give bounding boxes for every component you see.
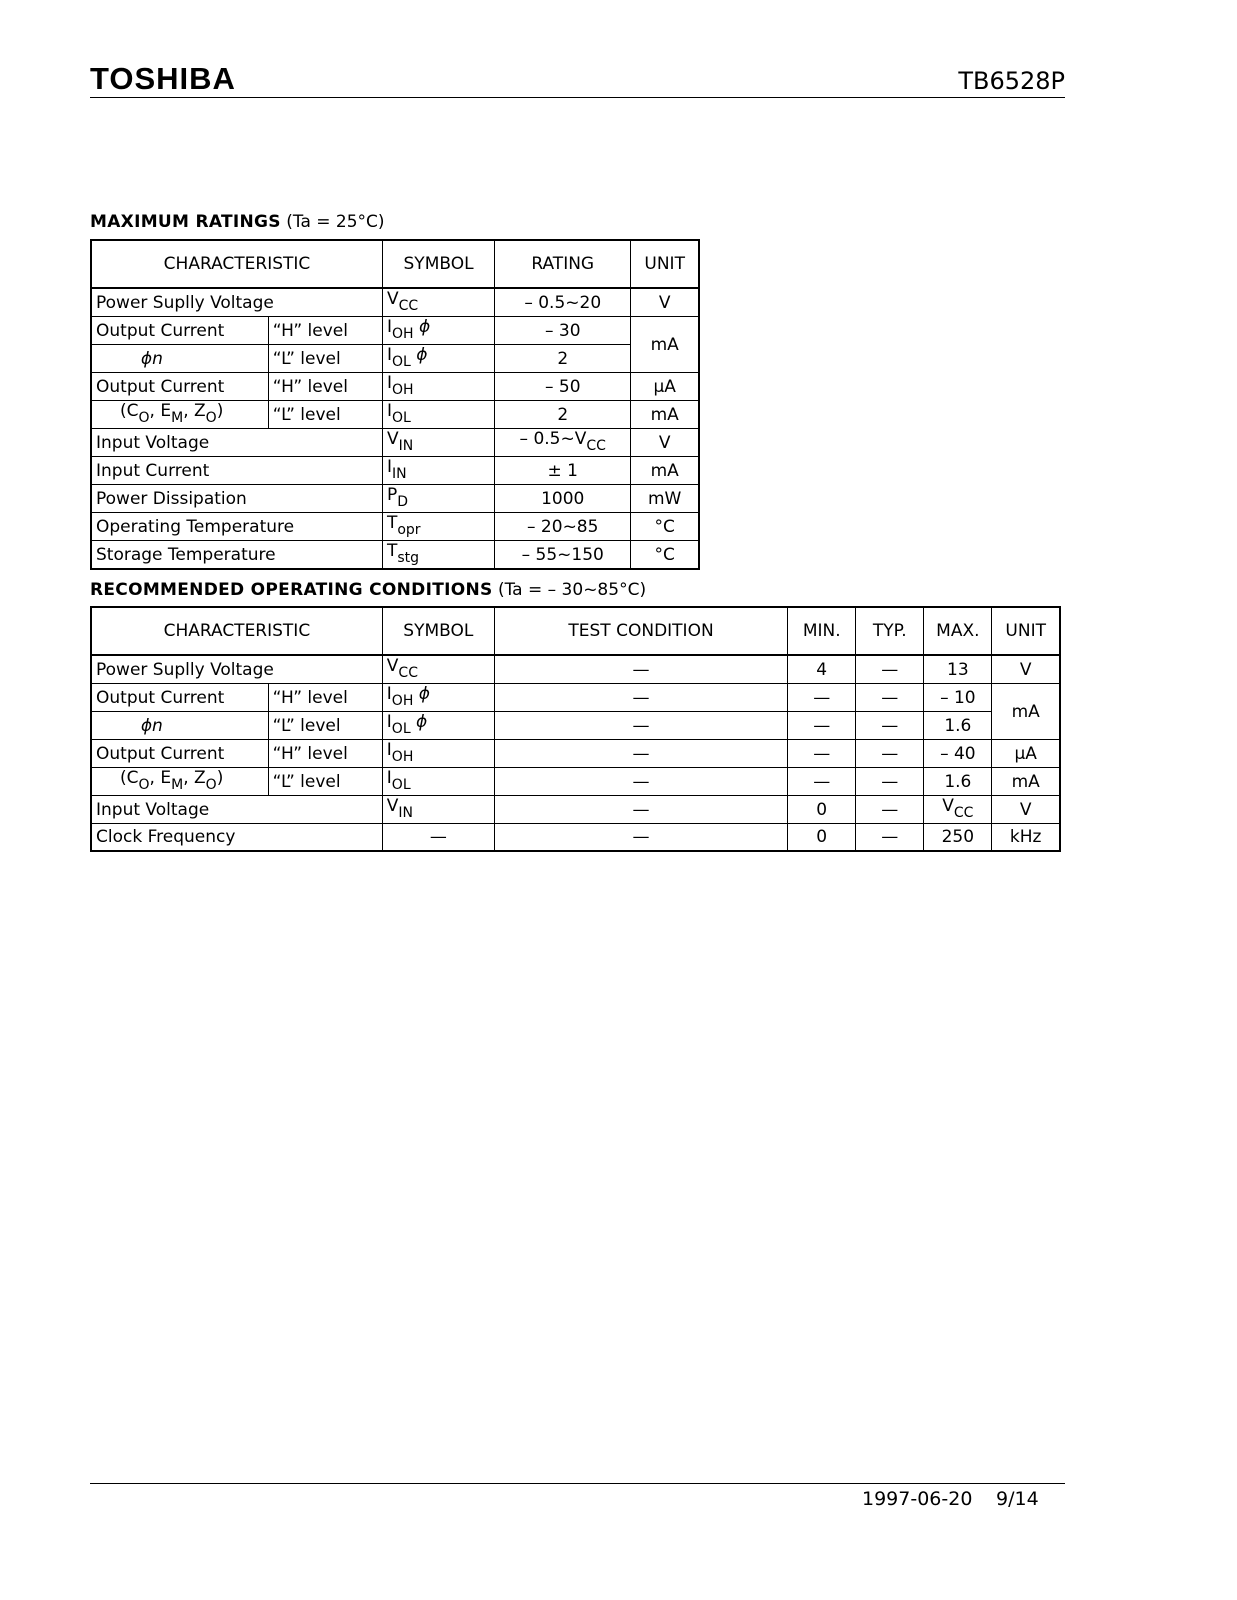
- symbol-cell: $V_{IN}$: [382, 429, 494, 457]
- min-cell: 0: [788, 796, 856, 824]
- col-rating: RATING: [495, 240, 631, 288]
- symbol-cell: $I_{OH}$ ϕ: [382, 684, 494, 712]
- col-test-condition: TEST CONDITION: [494, 607, 787, 655]
- typ-cell: —: [856, 684, 924, 712]
- max-cell: 1.6: [924, 712, 992, 740]
- col-symbol: SYMBOL: [382, 240, 494, 288]
- symbol-cell: $I_{OL}$: [382, 768, 494, 796]
- table-row: [91, 513, 699, 541]
- rating-cell: – 30: [495, 317, 631, 345]
- characteristic-cell: Storage Temperature: [91, 541, 382, 570]
- max-cell: 1.6: [924, 768, 992, 796]
- rating-cell: – 50: [495, 373, 631, 401]
- unit-cell: V: [992, 655, 1060, 684]
- unit-cell: mW: [631, 485, 699, 513]
- rating-cell: 1000: [495, 485, 631, 513]
- symbol-cell: $I_{OH}$ ϕ: [382, 317, 494, 345]
- unit-cell: kHz: [992, 824, 1060, 852]
- symbol-cell: $T_{stg}$: [382, 541, 494, 570]
- unit-cell: °C: [631, 541, 699, 570]
- characteristic-cell: ($C_O$, $E_M$, $Z_O$): [91, 401, 268, 429]
- table-row: [91, 457, 699, 485]
- table-header-row: [91, 240, 699, 288]
- unit-cell: mA: [631, 317, 699, 373]
- test-condition-cell: —: [494, 684, 787, 712]
- max-ratings-heading: MAXIMUM RATINGS: [90, 212, 281, 232]
- unit-cell: V: [992, 796, 1060, 824]
- typ-cell: —: [856, 740, 924, 768]
- unit-cell: V: [631, 288, 699, 317]
- symbol-cell: $I_{OL}$: [382, 401, 494, 429]
- unit-cell: mA: [992, 768, 1060, 796]
- footer-page-number: 9/14: [996, 1488, 1039, 1510]
- characteristic-cell: Clock Frequency: [91, 824, 382, 852]
- level-cell: “L” level: [268, 768, 382, 796]
- col-unit: UNIT: [631, 240, 699, 288]
- test-condition-cell: —: [494, 740, 787, 768]
- unit-cell: μA: [992, 740, 1060, 768]
- table-row: [91, 317, 699, 345]
- table-row: [91, 401, 699, 429]
- min-cell: —: [788, 768, 856, 796]
- rating-cell: – 0.5~20: [495, 288, 631, 317]
- characteristic-cell: Input Current: [91, 457, 382, 485]
- level-cell: “H” level: [268, 684, 382, 712]
- table-row: [91, 373, 699, 401]
- max-ratings-table: [90, 239, 700, 570]
- symbol-cell: $P_D$: [382, 485, 494, 513]
- test-condition-cell: —: [494, 655, 787, 684]
- level-cell: “H” level: [268, 740, 382, 768]
- max-ratings-condition: (Ta = 25°C): [286, 212, 385, 232]
- symbol-cell: —: [382, 824, 494, 852]
- col-unit: UNIT: [992, 607, 1060, 655]
- part-number: TB6528P: [958, 67, 1065, 95]
- max-cell: $V_{CC}$: [924, 796, 992, 824]
- max-cell: 250: [924, 824, 992, 852]
- unit-cell: mA: [631, 401, 699, 429]
- characteristic-cell: Power Dissipation: [91, 485, 382, 513]
- table-row: [91, 684, 1060, 712]
- symbol-cell: $V_{CC}$: [382, 288, 494, 317]
- min-cell: 4: [788, 655, 856, 684]
- table-row: [91, 655, 1060, 684]
- min-cell: —: [788, 712, 856, 740]
- table-row: [91, 796, 1060, 824]
- rec-conditions-heading: RECOMMENDED OPERATING CONDITIONS: [90, 580, 493, 600]
- col-max: MAX.: [924, 607, 992, 655]
- table-row: [91, 345, 699, 373]
- symbol-cell: $V_{IN}$: [382, 796, 494, 824]
- test-condition-cell: —: [494, 712, 787, 740]
- rating-cell: ± 1: [495, 457, 631, 485]
- table-row: [91, 541, 699, 570]
- characteristic-cell: Input Voltage: [91, 796, 382, 824]
- symbol-cell: $T_{opr}$: [382, 513, 494, 541]
- level-cell: “H” level: [268, 373, 382, 401]
- rating-cell: – 20~85: [495, 513, 631, 541]
- rating-cell: 2: [495, 345, 631, 373]
- unit-cell: mA: [631, 457, 699, 485]
- col-typ: TYP.: [856, 607, 924, 655]
- test-condition-cell: —: [494, 796, 787, 824]
- symbol-cell: $I_{IN}$: [382, 457, 494, 485]
- header-rule: [90, 97, 1065, 98]
- rating-cell: – 55~150: [495, 541, 631, 570]
- max-ratings-title: [90, 211, 385, 233]
- rec-conditions-condition: (Ta = – 30~85°C): [497, 580, 647, 600]
- test-condition-cell: —: [494, 768, 787, 796]
- unit-cell: °C: [631, 513, 699, 541]
- characteristic-cell: Power Suplly Voltage: [91, 288, 382, 317]
- level-cell: “H” level: [268, 317, 382, 345]
- table-row: [91, 485, 699, 513]
- min-cell: 0: [788, 824, 856, 852]
- min-cell: —: [788, 684, 856, 712]
- unit-cell: μA: [631, 373, 699, 401]
- rating-cell: 2: [495, 401, 631, 429]
- typ-cell: —: [856, 655, 924, 684]
- characteristic-cell: Output Current: [91, 373, 268, 401]
- unit-cell: V: [631, 429, 699, 457]
- table-row: [91, 288, 699, 317]
- symbol-cell: $I_{OL}$ ϕ: [382, 712, 494, 740]
- symbol-cell: $I_{OH}$: [382, 740, 494, 768]
- brand-logo: TOSHIBA: [90, 61, 236, 96]
- footer-rule: [90, 1483, 1065, 1484]
- table-row: [91, 768, 1060, 796]
- symbol-cell: $I_{OH}$: [382, 373, 494, 401]
- max-cell: – 40: [924, 740, 992, 768]
- rating-cell: – $0.5\sim V_{CC}$: [495, 429, 631, 457]
- typ-cell: —: [856, 796, 924, 824]
- characteristic-cell: Output Current: [91, 684, 268, 712]
- typ-cell: —: [856, 768, 924, 796]
- table-row: [91, 824, 1060, 852]
- max-cell: 13: [924, 655, 992, 684]
- rec-conditions-table: [90, 606, 1061, 852]
- level-cell: “L” level: [268, 712, 382, 740]
- table-row: [91, 712, 1060, 740]
- characteristic-cell: Operating Temperature: [91, 513, 382, 541]
- col-symbol: SYMBOL: [382, 607, 494, 655]
- characteristic-cell: Input Voltage: [91, 429, 382, 457]
- characteristic-cell: ϕn: [91, 712, 268, 740]
- characteristic-cell: Power Suplly Voltage: [91, 655, 382, 684]
- characteristic-cell: ϕn: [91, 345, 268, 373]
- col-min: MIN.: [788, 607, 856, 655]
- typ-cell: —: [856, 712, 924, 740]
- rec-conditions-title: [90, 579, 646, 601]
- col-characteristic: CHARACTERISTIC: [91, 607, 382, 655]
- level-cell: “L” level: [268, 345, 382, 373]
- min-cell: —: [788, 740, 856, 768]
- table-row: [91, 740, 1060, 768]
- symbol-cell: $V_{CC}$: [382, 655, 494, 684]
- characteristic-cell: Output Current: [91, 317, 268, 345]
- table-row: [91, 429, 699, 457]
- level-cell: “L” level: [268, 401, 382, 429]
- characteristic-cell: Output Current: [91, 740, 268, 768]
- footer-date: 1997-06-20: [862, 1488, 973, 1510]
- symbol-cell: $I_{OL}$ ϕ: [382, 345, 494, 373]
- max-cell: – 10: [924, 684, 992, 712]
- characteristic-cell: ($C_O$, $E_M$, $Z_O$): [91, 768, 268, 796]
- unit-cell: mA: [992, 684, 1060, 740]
- table-header-row: [91, 607, 1060, 655]
- test-condition-cell: —: [494, 824, 787, 852]
- col-characteristic: CHARACTERISTIC: [91, 240, 382, 288]
- typ-cell: —: [856, 824, 924, 852]
